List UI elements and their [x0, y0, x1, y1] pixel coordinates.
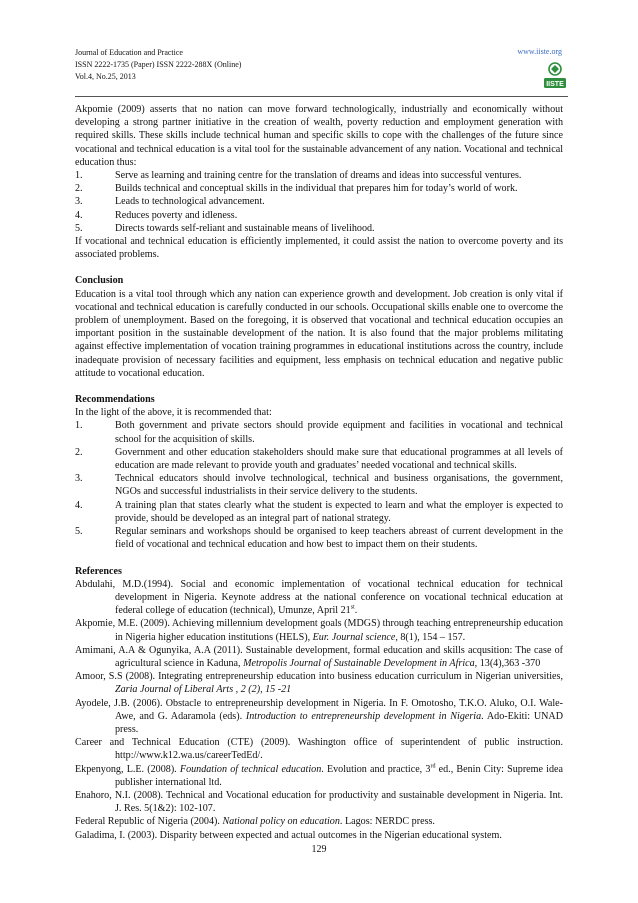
svg-text:IISTE: IISTE: [546, 81, 564, 88]
reference-entry: Career and Technical Education (CTE) (2009). Washington office of superintendent of public instruction. http://www.k12.wa.us/careerTedEd/.: [75, 737, 563, 762]
recommendation-item: [75, 419, 563, 445]
recommendation-item: [75, 472, 563, 498]
intro-item: [75, 195, 563, 208]
reference-entry: Abdulahi, M.D.(1994). Social and economic implementation of vocational technical education for technical development in Nigeria. Keynote address at the national conference on vocational technical education at federal college of education (technical), Umunze, April 21st.: [75, 578, 563, 617]
intro-item: [75, 169, 563, 182]
item-text: Builds technical and conceptual skills in the individual that prepares him for today’s world of work.: [115, 183, 518, 195]
item-text: Directs towards self-reliant and sustainable means of livelihood.: [115, 222, 375, 234]
item-text: A training plan that states clearly what the student is expected to learn and what the employer is expected to provide, should be developed as an integral part of national strategy.: [115, 499, 563, 524]
item-text: Government and other education stakeholders should make sure that educational programmes at all levels of education are made relevant to provide youth and graduates’ needed vocational and technical skills.: [115, 446, 563, 472]
iiste-logo: [542, 60, 568, 92]
issn-line: ISSN 2222-1735 (Paper) ISSN 2222-288X (Online): [75, 60, 242, 69]
reference-entry: Amimani, A.A & Ogunyika, A.A (2011). Sustainable development, formal education and skills acqusition: The case of agricultural science in Kaduna, Metropolis Journal of Sustainable Development in Africa, 13(4),363 -370: [75, 644, 563, 669]
item-number: 5.: [75, 526, 83, 538]
item-text: Technical educators should involve technological, technical and business organisations, the government, NGOs and successful industrialists in their service delivery to the students.: [115, 473, 563, 498]
intro-closing: If vocational and technical education is efficiently implemented, it could assist the nation to overcome poverty and its associated problems.: [75, 236, 563, 261]
intro-paragraph: Akpomie (2009) asserts that no nation can move forward technologically, industrially and economically without developing a strong partner initiative in the creation of wealth, poverty reduction and employment generation with required skills. These skills include technical human and specific skills to cope with the challenges of the future since vocational and technical education is a vital tool for the sustainable advancement of any nation. Vocational and technical education thus:: [75, 104, 563, 168]
item-number: 1.: [75, 420, 83, 432]
recommendations-intro: In the light of the above, it is recommended that:: [75, 407, 272, 419]
reference-entry: Akpomie, M.E. (2009). Achieving millennium development goals (MDGS) through teaching entrepreneurship education in Nigeria higher education institutions (HELS), Eur. Journal science, 8(1), 154 – 157.: [75, 618, 563, 643]
reference-entry: Federal Republic of Nigeria (2004). National policy on education. Lagos: NERDC press.: [75, 816, 435, 828]
reference-entry: Enahoro, N.I. (2008). Technical and Vocational education for productivity and sustainable development in Nigeria. Int. J. Res. 5(1&2): 102-107.: [75, 789, 563, 815]
item-number: 1.: [75, 170, 83, 182]
item-number: 3.: [75, 196, 83, 208]
reference-entry: Galadima, I. (2003). Disparity between expected and actual outcomes in the Nigerian educational system.: [75, 829, 502, 841]
conclusion-text: Education is a vital tool through which any nation can experience growth and development. Job creation is only vital if vocational and technical education is carefully conducted in our schools. Occupational skills enable one to overcome the problem of unemployment. Based on the foregoing, it is observed that vocational and technical education occupies an important position in the sustainable development of the nation. It is also found that the major problems militating against effective implementation of vocation training programmes in educational institutions across the country, include inadequate provision of necessary facilities and equipment, less emphasis on technical education and negative public attitude to vocational education.: [75, 288, 563, 379]
item-text: Leads to technological advancement.: [115, 196, 265, 208]
recommendations-heading: Recommendations: [75, 394, 155, 406]
reference-entry: Amoor, S.S (2008). Integrating entrepreneurship education into business education curriculum in Nigerian universities, Zaria Journal of Liberal Arts , 2 (2), 15 -21: [75, 671, 563, 696]
intro-item: [75, 222, 563, 235]
item-number: 3.: [75, 473, 83, 485]
page-number: 129: [311, 844, 327, 855]
item-number: 4.: [75, 209, 83, 221]
item-number: 4.: [75, 499, 83, 511]
volume-line: Vol.4, No.25, 2013: [75, 72, 136, 81]
item-text: Regular seminars and workshops should be organised to keep teachers abreast of current development in the field of vocational and technical education and how best to impact them on their students.: [115, 526, 563, 551]
recommendation-item: [75, 525, 563, 551]
reference-entry: Ayodele, J.B. (2006). Obstacle to entrepreneurship development in Nigeria. In F. Omotosho, T.K.O. Aluko, O.I. Wale-Awe, and G. Adaramola (eds). Introduction to entrepreneurship development in Nigeria. Ado-Ekiti: UNAD press.: [75, 697, 563, 735]
intro-item: [75, 182, 563, 195]
item-text: Reduces poverty and idleness.: [115, 209, 238, 221]
recommendation-item: [75, 499, 563, 525]
intro-item: [75, 209, 563, 222]
item-text: Serve as learning and training centre for the translation of dreams and ideas into successful ventures.: [115, 170, 522, 182]
item-number: 2.: [75, 446, 83, 458]
item-number: 5.: [75, 222, 83, 234]
recommendation-item: [75, 446, 563, 472]
website-link[interactable]: www.iiste.org: [517, 47, 562, 56]
article-body: [75, 103, 563, 842]
item-number: 2.: [75, 183, 83, 195]
reference-entry: Ekpenyong, L.E. (2008). Foundation of technical education. Evolution and practice, 3rd ed., Benin City: Supreme idea publisher international ltd.: [75, 763, 563, 788]
conclusion-heading: Conclusion: [75, 275, 124, 287]
references-heading: References: [75, 565, 122, 577]
item-text: Both government and private sectors should provide equipment and facilities in vocational and technical school for the acquisition of skills.: [115, 420, 563, 445]
header-rule: [75, 96, 568, 97]
journal-name: Journal of Education and Practice: [75, 48, 183, 57]
